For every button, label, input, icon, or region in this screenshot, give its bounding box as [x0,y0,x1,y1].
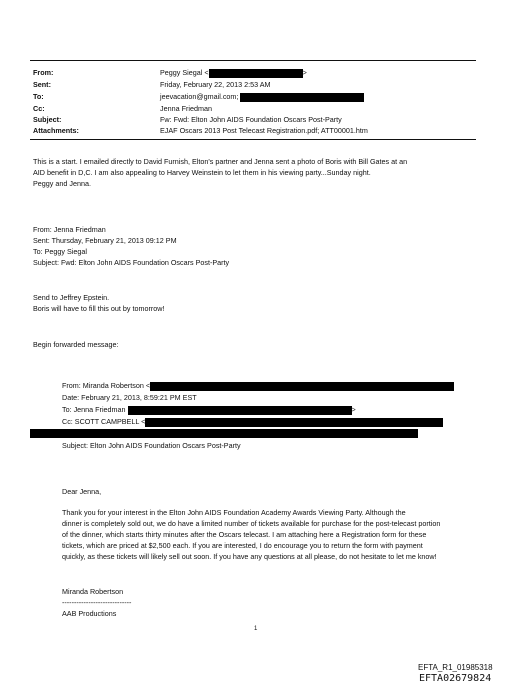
fwd1-to: To: Peggy Siegal [33,247,87,256]
redaction-bar [128,406,352,415]
from-label: From: [33,68,54,77]
fwd2-to-close: > [351,405,356,414]
from-name: Peggy Siegal < [160,68,209,77]
fwd2-cc [62,417,443,427]
signature-rule: ----------------------------- [62,598,132,607]
fwd2-cc-continued [30,428,418,438]
fwd1-line: Boris will have to fill this out by tomorrow! [33,304,165,313]
attachments-value: EJAF Oscars 2013 Post Telecast Registration.pdf; ATT00001.htm [160,126,368,135]
redaction-bar [30,429,418,438]
header-bottom-rule [30,139,476,140]
letter-line: tickets, which are priced at $2,500 each. If you are interested, I do encourage you to return the form with payment [62,541,423,550]
fwd1-sent: Sent: Thursday, February 21, 2013 09:12 PM [33,236,177,245]
letter-greeting: Dear Jenna, [62,487,102,496]
redaction-bar [145,418,443,427]
page-number: 1 [254,626,258,632]
letter-line: dinner is completely sold out, we do have a limited number of tickets available for purchase for the post-telecast portion [62,519,441,528]
fwd2-from [62,381,454,391]
header-top-rule [30,60,476,61]
subject-value: Fw: Fwd: Elton John AIDS Foundation Oscars Post-Party [160,115,342,124]
redaction-bar [209,69,303,78]
signature-name: Miranda Robertson [62,587,124,596]
doc-id-2: EFTA02679824 [419,673,492,684]
fwd1-subject: Subject: Fwd: Elton John AIDS Foundation Oscars Post-Party [33,258,230,267]
body-line: This is a start. I emailed directly to David Furnish, Elton's partner and Jenna sent a photo of Boris with Bill Gates at an [33,157,408,166]
signature-company: AAB Productions [62,609,117,618]
from-value [160,68,307,78]
fwd2-date: Date: February 21, 2013, 8:59:21 PM EST [62,393,197,402]
sent-value: Friday, February 22, 2013 2:53 AM [160,80,271,89]
fwd2-to [62,405,356,415]
from-close: > [302,68,307,77]
sent-label: Sent: [33,80,51,89]
to-label: To: [33,92,44,101]
letter-line: quickly, as these tickets will likely sell out soon. If you have any questions at all please, do not hesitate to let me know! [62,552,437,561]
letter-line: Thank you for your interest in the Elton John AIDS Foundation Academy Awards Viewing Party. Although the [62,508,406,517]
fwd2-subject: Subject: Elton John AIDS Foundation Oscars Post-Party [62,441,241,450]
cc-value: Jenna Friedman [160,104,212,113]
attachments-label: Attachments: [33,126,79,135]
fwd1-line: Send to Jeffrey Epstein. [33,293,110,302]
body-line: AID benefit in D,C. I am also appealing to Harvey Weinstein to let them in his viewing party...Sunday night. [33,168,371,177]
redaction-bar [240,93,364,102]
fwd2-from-text: From: Miranda Robertson < [62,381,151,390]
begin-forwarded: Begin forwarded message: [33,340,119,349]
fwd2-cc-text: Cc: SCOTT CAMPBELL < [62,417,146,426]
body-line: Peggy and Jenna. [33,179,91,188]
letter-line: of the dinner, which starts thirty minutes after the Oscars telecast. I am attaching here a Registration form for these [62,530,427,539]
fwd2-to-text: To: Jenna Friedman [62,405,126,414]
to-email: jeevacation@gmail.com; [160,92,239,101]
doc-id-1: EFTA_R1_01985318 [418,663,493,672]
redaction-bar [150,382,454,391]
fwd1-from: From: Jenna Friedman [33,225,106,234]
subject-label: Subject: [33,115,62,124]
cc-label: Cc: [33,104,45,113]
to-value [160,92,364,102]
